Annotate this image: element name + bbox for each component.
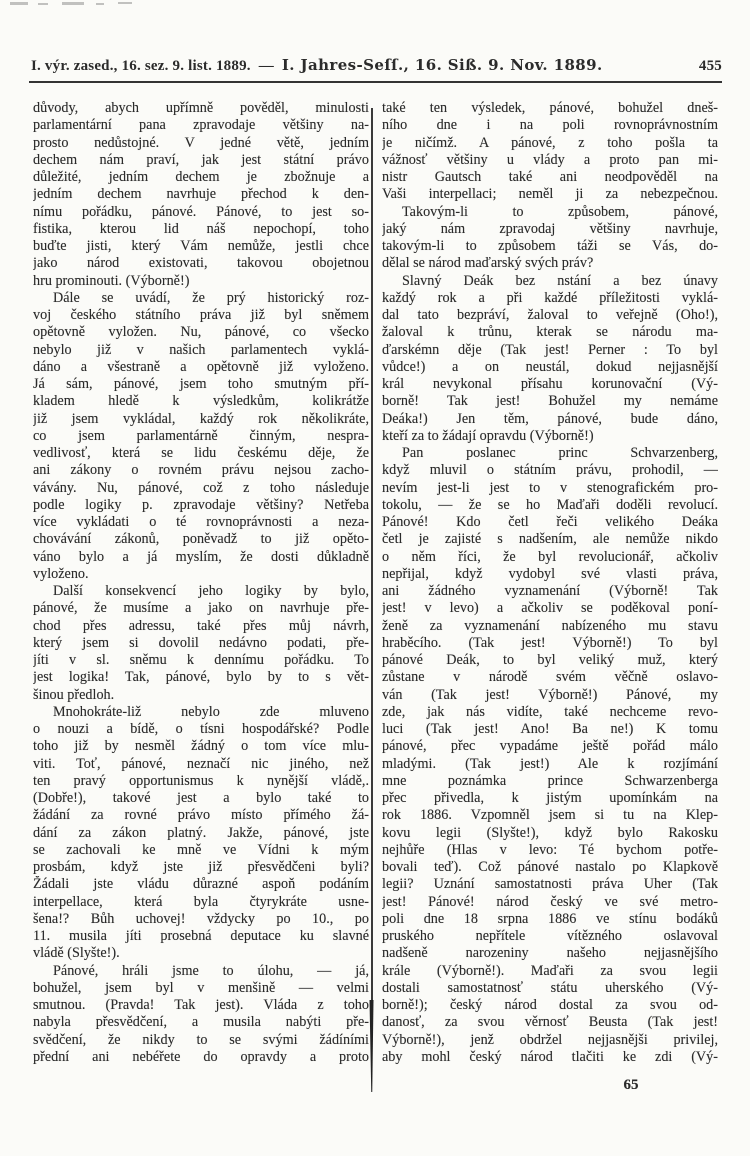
text-line: je ničímž. A pánové, z toho pošla ta	[382, 134, 718, 151]
text-line: jest! Pánové! národ český ve své metro-	[382, 893, 718, 910]
scan-artifact	[96, 3, 104, 5]
text-line: jíti v sl. sněmu k dennímu pořádku. To	[33, 652, 369, 668]
text-line: tokolu, — že se ho Maďaři doděli revolucí.	[382, 496, 718, 513]
text-line: kovu legii (Slyšte!), když bylo Rakosku	[382, 824, 718, 841]
text-line: rok 1886. Vzpomněl jsem si tu na Klep-	[382, 807, 718, 824]
text-line: vyloženo.	[33, 565, 89, 582]
text-line: viti. Toť, pánové, neznačí nic jiného, než	[33, 755, 369, 772]
text-line: o něm říci, že byl revolucionář, ačkoliv	[382, 548, 718, 565]
text-line: takovým-li to způsobem táži se Vás, do-	[382, 238, 718, 254]
text-line: jest! v levo) a ačkoliv se poděkoval poní-	[382, 600, 718, 617]
text-line: mne poznámka prince Schwarzenberga	[382, 772, 718, 789]
text-line: vážnosť většiny u vlády a proto pan mi-	[382, 151, 718, 168]
running-header	[31, 56, 722, 75]
text-line: buďte jisti, který Vám nemůže, jestli chce	[33, 238, 369, 254]
text-line: šinou předloh.	[33, 686, 115, 703]
text-line: nevím jest-li jest to v stenografickém pro-	[382, 479, 718, 496]
scan-artifact	[118, 2, 132, 4]
text-line: žaloval k trůnu, kterak se národu ma-	[382, 324, 718, 341]
text-line: Pánové! Kdo četl řeči velikého Deáka	[382, 514, 718, 530]
text-line: přední ani nebéřete do opravdy a proto	[33, 1048, 369, 1065]
text-line: šena!? Bůh uchovej! vždycky po 10., po	[33, 910, 369, 927]
text-line: nímu pořádku, pánové. Pánové, to jest so-	[33, 203, 369, 220]
text-line: Pan poslanec princ Schvarzenberg,	[402, 445, 718, 461]
text-line: nepřijal, když vydobyl své vlasti práva,	[382, 565, 718, 582]
text-line: přec přivedla, k jistým upomínkám na	[382, 790, 718, 806]
text-line: prosbám, když jste již přesvědčeni byli?	[33, 859, 369, 875]
text-line: žádání za rovné právo místo přímého žá-	[33, 807, 369, 824]
text-line: Takovým-li to způsobem, pánové,	[402, 203, 718, 220]
session-info-german: I. Jahres-Seſſ., 16. Siß. 9. Nov. 1889.	[281, 56, 603, 74]
text-line: dání za zákon platný. Jakže, pánové, jste	[33, 824, 369, 841]
session-info	[31, 56, 607, 75]
header-rule	[29, 81, 722, 83]
text-line: aby mohl český národ tlačiti ke zdi (Vý-	[382, 1048, 718, 1065]
text-line: ten pravý opportunismus k nynější vládě,.	[33, 772, 369, 789]
text-line: nebylo již v našich parlamentech vyklá-	[33, 341, 369, 358]
text-line: jako národ existovati, takovou obojetnou	[33, 255, 369, 272]
text-line: ván (Tak jest! Výborně!) Pánové, my	[382, 686, 718, 703]
text-line: dělal se národ maďarský svých práv?	[382, 255, 594, 272]
text-line: podle logiky p. zpravodaje většiny? Netřeba	[33, 496, 369, 513]
text-line: jest logika! Tak, pánové, bylo by to s vět-	[33, 669, 369, 686]
text-line: pánové, přec vypadáme ještě pořád málo	[382, 738, 718, 755]
text-line: smutnou. (Pravda! Tak jest). Vláda z toho	[33, 997, 369, 1013]
text-line: chovávání zákonů, poněvadž to již opěto-	[33, 531, 369, 548]
text-line: luci (Tak jest! Ano! Ba ne!) K tomu	[382, 721, 718, 737]
text-line: jedním dechem navrhuje přechod k den-	[33, 186, 369, 203]
column-divider-ink-blot	[369, 1000, 374, 1092]
text-line: chod přes adressu, také přes můj návrh,	[33, 617, 369, 634]
text-line: poli dne 18 srpna 1886 ve stínu bodáků	[382, 910, 718, 927]
text-line: vládě (Slyšte!).	[33, 945, 120, 962]
sheet-signature-number: 65	[623, 1077, 639, 1093]
scan-artifact	[62, 2, 84, 5]
scan-artifact	[38, 3, 48, 5]
text-line: nistr Gautsch také ani neodpověděl na	[382, 169, 718, 185]
text-line: váno bylo a já myslím, že dosti důkladně	[33, 548, 369, 565]
text-line: vedlivosť, která se lidu českému děje, že	[33, 445, 369, 461]
text-line: Další konsekvencí jeho logiky by bylo,	[53, 583, 369, 599]
text-line: mladými. (Tak jest!) Ale k rozjímání	[382, 755, 718, 772]
text-line: pruského nepřítele vítězného oslavoval	[382, 928, 718, 944]
text-line: dostali samostatnosť státu uherského (Vý-	[382, 979, 718, 996]
text-line: legii? Uznání samostatnosti práva Uher (Tak	[382, 876, 718, 893]
text-line: důležité, jedním dechem je zbožnuje a	[33, 169, 369, 185]
text-line: co jsem parlamentárně činným, nespra-	[33, 427, 369, 444]
text-line: král nevykonal přísahu korunovační (Vý-	[382, 376, 718, 392]
text-line: vůdce!) a on neustál, dokud nejjasnější	[382, 358, 718, 375]
text-line: pánové, že musíme a jako on navrhuje pře-	[33, 600, 369, 617]
text-line: Pánové, hráli jsme to úlohu, — já,	[53, 962, 369, 979]
text-line: nabyla přesvědčení, a musila nabýti pře-	[33, 1014, 369, 1031]
text-line: bovali teď). Což pánové nastalo po Klapkově	[382, 859, 718, 875]
text-line: bohužel, jsem byl v menšině — velmi	[33, 979, 369, 996]
text-line: o nouzi a bídě, o tísni hospodářské? Podle	[33, 721, 369, 737]
text-line: hru prominouti. (Výborně!)	[33, 272, 190, 289]
text-line: Výborně!), jenž obdržel nejjasnějši privilej,	[382, 1031, 718, 1048]
text-line: zde, jak nás vidíte, také nechceme revo-	[382, 703, 718, 720]
text-line: více vykládati o té rovnoprávnosti a neza-	[33, 514, 369, 530]
text-line: zůstane v národě svém věčně oslavo-	[382, 669, 718, 686]
text-line: borně! Tak jest! Bohužel my nemáme	[382, 393, 718, 410]
text-line: když mluvil o státním právu, prohodil, —	[382, 462, 718, 479]
text-line: každý rok a při každé příležitosti vyklá-	[382, 289, 718, 306]
column-divider-rule	[371, 108, 373, 1008]
text-line: také ten výsledek, pánové, bohužel dneš-	[382, 100, 718, 116]
text-line: opětovně vyložen. Nu, pánové, co všecko	[33, 324, 369, 341]
text-line: ního dne i na poli rovnoprávnostním	[382, 117, 718, 134]
text-line: ženě za vyznamenání nabízeného mu stavu	[382, 617, 718, 634]
text-column-left	[33, 100, 369, 1066]
text-line: četl je zajisté s nadšením, ale nemůže nikdo	[382, 531, 718, 548]
text-line: vávány. Nu, pánové, což z toho následuje	[33, 479, 369, 496]
text-line: Mnohokráte-liž nebylo zde mluveno	[53, 703, 369, 720]
text-line: pánové Deák, to byl veliký muž, který	[382, 652, 718, 668]
text-line: Slavný Deák bez nstání a bez únavy	[402, 272, 718, 289]
session-info-czech: I. výr. zased., 16. sez. 9. list. 1889.	[31, 58, 251, 74]
text-line: parlamentární pana zpravodaje většiny na-	[33, 117, 369, 134]
text-line: ani žádného vyznamenání (Výborně! Tak	[382, 583, 718, 599]
text-column-right	[382, 100, 718, 1066]
text-line: nejhůře (Hlas v levo: Té bychom potře-	[382, 841, 718, 858]
text-line: svědčení, že nikdy to se svými žádíními	[33, 1031, 369, 1048]
text-line: kteří za to žádají opravdu (Výborně!)	[382, 427, 594, 444]
text-line: dáno a všestraně a opětovně již vyloženo.	[33, 358, 369, 375]
text-line: nadšeně narozeniny našeho nejjasnějšího	[382, 945, 718, 962]
text-line: krále (Výborně!). Maďaři za svou legii	[382, 962, 718, 979]
text-line: 11. musila jíti prosebná deputace ku slavné	[33, 928, 369, 944]
text-line: borně!); český národ dostal za svou od-	[382, 997, 718, 1013]
text-line: důvody, abych upřímně pověděl, minulosti	[33, 100, 369, 116]
text-line: fistika, kterou lid náš nepochopí, toho	[33, 220, 369, 237]
text-line: Dále se uvádí, že prý historický roz-	[53, 289, 369, 306]
text-line: kladem hledě k výsledkům, kolikrátže	[33, 393, 369, 410]
text-line: Vaši interpellaci; neměl ji za nebezpečnou.	[382, 186, 718, 203]
text-line: se zachovali ke mně ve Vídni k mým	[33, 841, 369, 858]
text-line: Deáka!) Jen těm, pánové, bude dáno,	[382, 410, 718, 427]
text-line: toho již by nesměl žádný o tom více mlu-	[33, 738, 369, 755]
text-line: který jsem si dovolil nedávno podati, pře-	[33, 634, 369, 651]
text-line: ani zákony o rovném právu nejsou zacho-	[33, 462, 369, 479]
scan-artifact	[10, 2, 28, 5]
text-line: prosto nedůstojné. V jedné větě, jedním	[33, 134, 369, 151]
text-line: dechem nám praví, jak jest státní právo	[33, 151, 369, 168]
text-line: hraběcího. (Tak jest! Výborně!) To byl	[382, 634, 718, 651]
text-line: již jsem vykládal, každý rok několikráte,	[33, 410, 369, 427]
header-dash: —	[258, 58, 274, 74]
text-line: jaký nám zpravodaj většiny navrhuje,	[382, 220, 718, 237]
page-number: 455	[698, 58, 722, 74]
text-line: interpellace, která byla čtyrykráte usne-	[33, 893, 369, 910]
text-line: voj českého státního práva již byl sněmem	[33, 307, 369, 323]
text-line: Žádali jste vládu důrazné aspoň podáním	[33, 876, 369, 893]
text-line: danosť, za svou věrnosť Beusta (Tak jest!	[382, 1014, 718, 1031]
text-line: ďarskémn děje (Tak jest! Perner : To byl	[382, 341, 718, 358]
text-line: dal tato bezpráví, žaloval to veřejně (Oho!),	[382, 307, 718, 323]
text-line: (Dobře!), takové jest a bylo také to	[33, 790, 369, 806]
text-line: Já sám, pánové, jsem toho smutným pří-	[33, 376, 369, 392]
